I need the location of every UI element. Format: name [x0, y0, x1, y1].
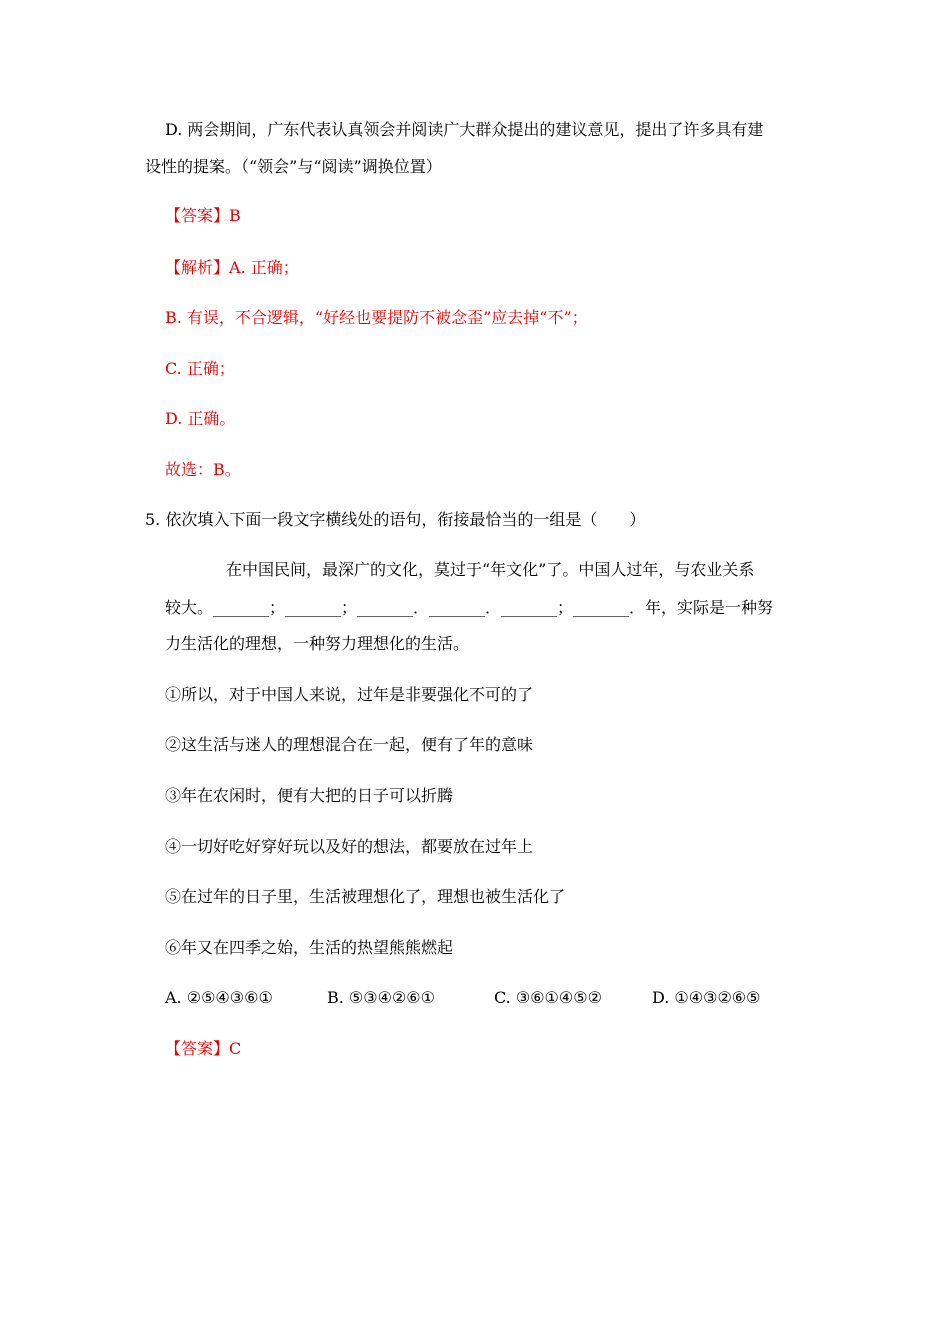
q4-option-d-line1: D. 两会期间，广东代表认真领会并阅读广大群众提出的建议意见，提出了许多具有建: [165, 120, 764, 139]
q5-item-1: ①所以，对于中国人来说，过年是非要强化不可的了: [165, 685, 534, 704]
q5-item-3: ③年在农闲时，便有大把的日子可以折腾: [165, 786, 454, 805]
q4-answer: [165, 204, 241, 228]
q5-passage-line2: 较大。_______；_______；_______．_______．_______；_______．年，实际是一种努: [165, 598, 774, 617]
q5-item-2: ②这生活与迷人的理想混合在一起，便有了年的意味: [165, 735, 534, 754]
q4-option-d-line2: 设性的提案。（“领会”与“阅读”调换位置）: [145, 157, 442, 176]
analysis-label: 【解析】: [165, 258, 230, 277]
q4-analysis: [165, 256, 299, 280]
q4-conclusion: 故选：B。: [165, 460, 241, 479]
choice-b: B. ⑤③④②⑥①: [327, 988, 435, 1007]
q5-item-6: ⑥年又在四季之始，生活的热望熊熊燃起: [165, 938, 454, 957]
answer-value: B: [229, 206, 241, 225]
choice-d: D. ①④③②⑥⑤: [652, 988, 761, 1007]
q5-item-4: ④一切好吃好穿好玩以及好的想法，都要放在过年上: [165, 837, 534, 856]
q5-item-5: ⑤在过年的日子里，生活被理想化了，理想也被生活化了: [165, 887, 566, 906]
q4-analysis-b: B. 有误，不合逻辑，“好经也要提防不被念歪”应去掉“不”；: [165, 308, 588, 327]
choice-a: A. ②⑤④③⑥①: [165, 988, 273, 1007]
q5-passage-line1: 在中国民间，最深广的文化，莫过于“年文化”了。中国人过年，与农业关系: [226, 560, 755, 579]
q4-analysis-c: C. 正确；: [165, 359, 235, 378]
choice-c: C. ③⑥①④⑤②: [494, 988, 602, 1007]
analysis-a: A. 正确；: [229, 258, 299, 277]
answer-label: 【答案】: [165, 1039, 230, 1058]
answer-label: 【答案】: [165, 206, 230, 225]
q5-stem: 5. 依次填入下面一段文字横线处的语句，衔接最恰当的一组是（ ）: [145, 510, 646, 529]
q5-passage-line3: 力生活化的理想，一种努力理想化的生活。: [165, 634, 470, 653]
answer-value: C: [229, 1039, 242, 1058]
q5-answer: [165, 1037, 241, 1061]
q4-analysis-d: D. 正确。: [165, 409, 236, 428]
